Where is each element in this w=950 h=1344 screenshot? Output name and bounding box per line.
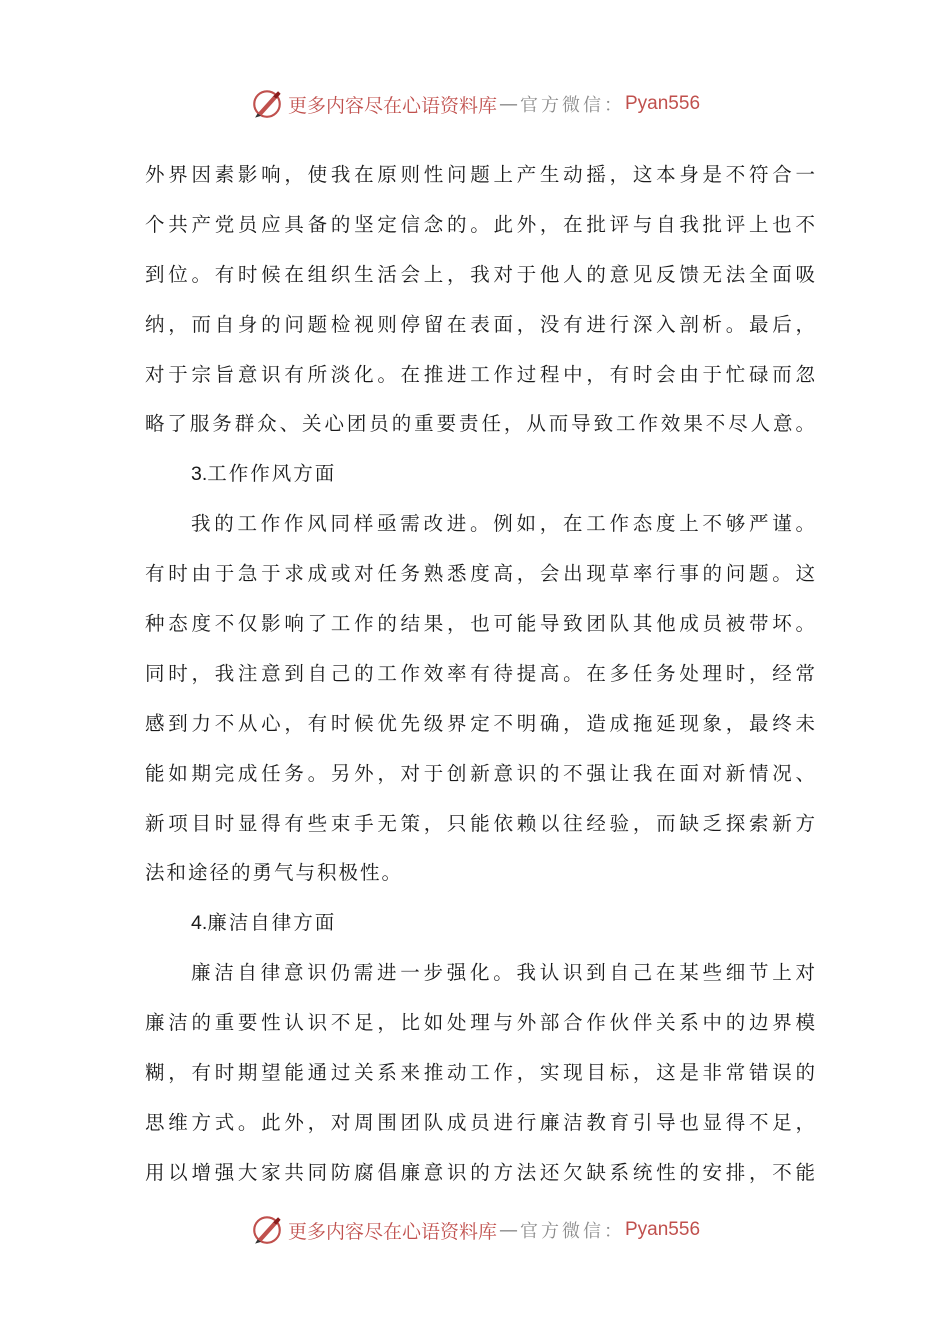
- section-title: 工作作风方面: [207, 462, 337, 486]
- watermark-dash: —: [499, 93, 518, 115]
- body-line: 外界因素影响，使我在原则性问题上产生动摇，这本身是不符合一: [145, 163, 815, 186]
- pen-logo-icon: [250, 1213, 284, 1247]
- watermark-main-text: 更多内容尽在心语资料库: [287, 1220, 497, 1243]
- watermark-sub-text: 官方微信：: [520, 95, 625, 116]
- body-line: 糊，有时期望能通过关系来推动工作，实现目标，这是非常错误的: [145, 1061, 815, 1085]
- watermark-sub-text: 官方微信：: [520, 1221, 625, 1242]
- pen-logo-icon: [250, 87, 284, 121]
- document-body: [145, 150, 815, 1198]
- body-line: 感到力不从心，有时候优先级界定不明确，造成拖延现象，最终未: [145, 711, 815, 735]
- body-line: 新项目时显得有些束手无策，只能依赖以往经验，而缺乏探索新方: [145, 811, 815, 835]
- body-line: 略了服务群众、关心团员的重要责任，从而导致工作效果不尽人意。: [145, 412, 815, 436]
- watermark-main-text: 更多内容尽在心语资料库: [287, 94, 497, 117]
- body-line: 纳，而自身的问题检视则停留在表面，没有进行深入剖析。最后，: [145, 312, 815, 336]
- body-line: 能如期完成任务。另外，对于创新意识的不强让我在面对新情况、: [145, 761, 815, 785]
- body-line: 对于宗旨意识有所淡化。在推进工作过程中，有时会由于忙碌而忽: [145, 362, 815, 386]
- watermark-wechat-id: Pyan556: [625, 1219, 701, 1240]
- section-heading-3: [145, 449, 815, 499]
- body-line: 同时，我注意到自己的工作效率有待提高。在多任务处理时，经常: [145, 661, 815, 685]
- body-line: 廉洁的重要性认识不足，比如处理与外部合作伙伴关系中的边界模: [145, 1011, 815, 1035]
- section-number: 3.: [191, 463, 208, 486]
- watermark-wechat-id: Pyan556: [625, 93, 701, 114]
- body-line: 法和途径的勇气与积极性。: [145, 861, 404, 885]
- body-line: 个共产党员应具备的坚定信念的。此外，在批评与自我批评上也不: [145, 212, 815, 236]
- watermark-dash: —: [499, 1219, 518, 1241]
- body-line: 种态度不仅影响了工作的结果，也可能导致团队其他成员被带坏。: [145, 612, 815, 636]
- body-line: 我的工作作风同样亟需改进。例如，在工作态度上不够严谨。: [191, 512, 815, 536]
- body-line: 到位。有时候在组织生活会上，我对于他人的意见反馈无法全面吸: [145, 262, 815, 286]
- header-watermark: [0, 82, 950, 126]
- body-line: 用以增强大家共同防腐倡廉意识的方法还欠缺系统性的安排，不能: [145, 1160, 815, 1184]
- section-title: 廉洁自律方面: [207, 911, 337, 935]
- section-number: 4.: [191, 912, 208, 935]
- footer-watermark: [0, 1208, 950, 1252]
- section-heading-4: [145, 898, 815, 948]
- body-line: 廉洁自律意识仍需进一步强化。我认识到自己在某些细节上对: [191, 961, 815, 985]
- body-line: 思维方式。此外，对周围团队成员进行廉洁教育引导也显得不足，: [145, 1110, 815, 1134]
- body-line: 有时由于急于求成或对任务熟悉度高，会出现草率行事的问题。这: [145, 562, 815, 586]
